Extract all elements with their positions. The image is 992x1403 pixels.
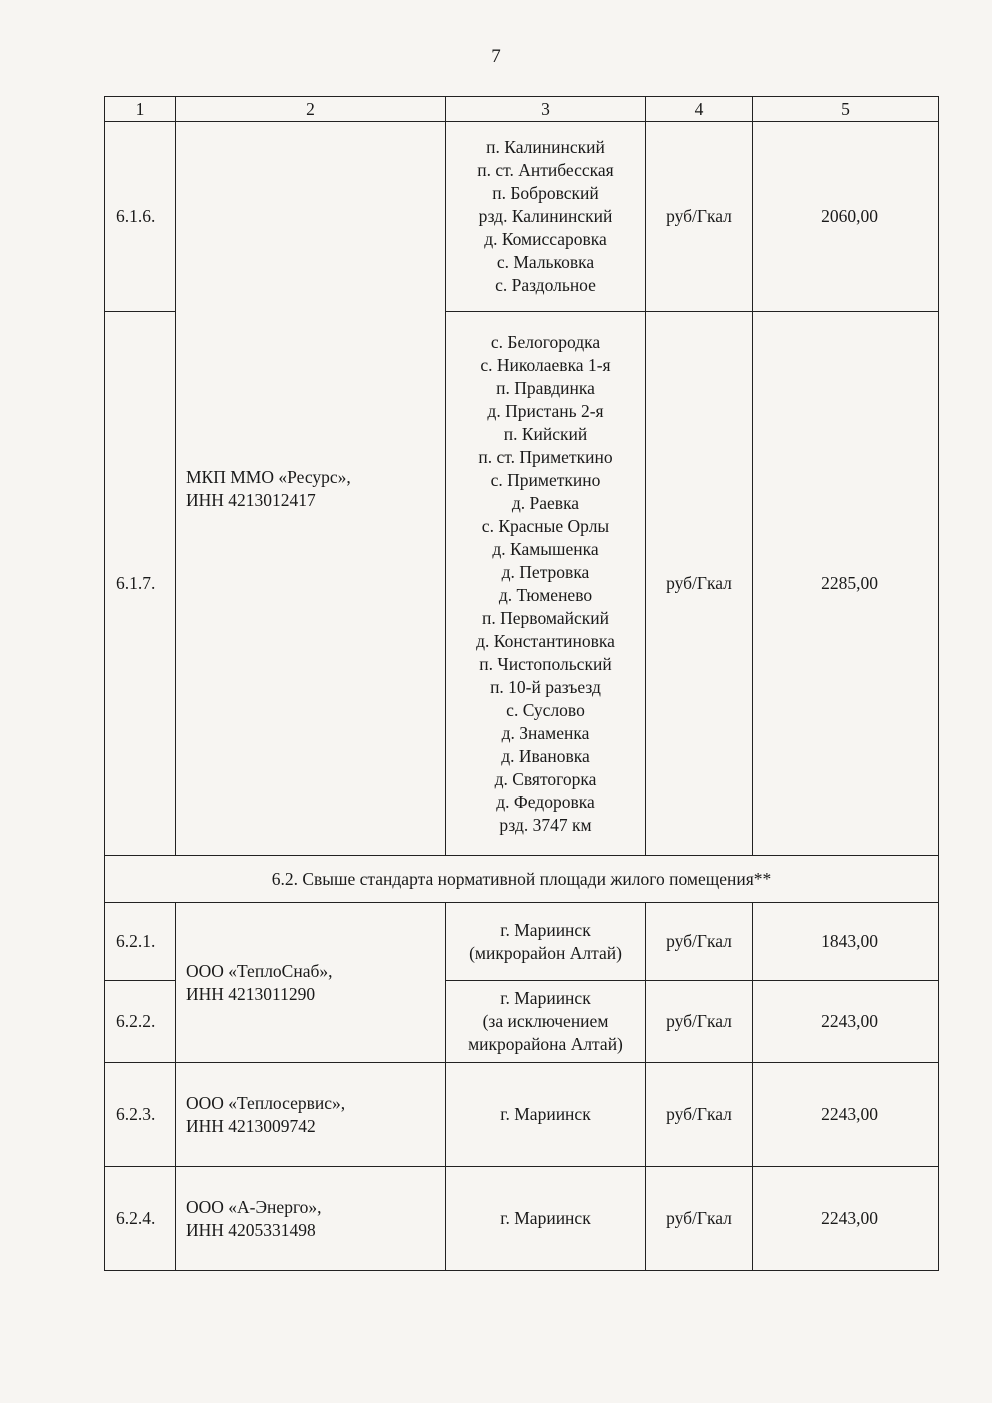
settlement: г. Мариинск (500, 988, 591, 1008)
settlement: п. Бобровский (492, 183, 599, 203)
unit-cell: руб/Гкал (646, 1063, 753, 1167)
table-row (105, 122, 939, 312)
settlement: п. Кийский (503, 423, 588, 444)
settlement: с. Красные Орлы (481, 515, 610, 536)
row-number: 6.1.6. (105, 122, 176, 312)
settlement: д. Петровка (501, 561, 590, 582)
settlement: (микрорайон Алтай) (469, 942, 622, 963)
page-number: 7 (491, 46, 501, 67)
settlement: д. Раевка (511, 492, 580, 513)
settlements-cell (446, 122, 646, 312)
table-row (105, 1167, 939, 1271)
settlement: рзд. Калининский (478, 206, 613, 226)
settlement: д. Знаменка (501, 722, 590, 743)
settlement: д. Пристань 2-я (487, 400, 604, 421)
column-header: 1 (105, 97, 176, 122)
unit-cell: руб/Гкал (646, 1167, 753, 1271)
settlement: д. Тюменево (498, 584, 593, 605)
organization-name: ООО «А-Энерго», (186, 1196, 322, 1217)
organization-name: ООО «Теплосервис», (186, 1092, 346, 1113)
section-title: 6.2. Свыше стандарта нормативной площади жилого помещения** (105, 856, 939, 903)
organization-inn: ИНН 4213011290 (186, 983, 316, 1004)
settlement: с. Суслово (506, 699, 585, 720)
tariff-value: 2243,00 (753, 1167, 939, 1271)
settlement: п. 10-й разъезд (490, 676, 601, 697)
settlement: д. Федоровка (496, 791, 595, 812)
unit-cell: руб/Гкал (646, 122, 753, 312)
settlement: с. Николаевка 1-я (480, 354, 611, 375)
organization-cell (176, 122, 446, 856)
settlement: п. Калининский (486, 137, 605, 157)
settlements-cell (446, 981, 646, 1063)
settlement: с. Раздольное (495, 275, 596, 295)
settlement: д. Комиссаровка (484, 229, 607, 249)
row-number: 6.2.4. (105, 1167, 176, 1271)
settlements-cell (446, 903, 646, 981)
header-row (105, 97, 939, 122)
settlement: с. Белогородка (490, 331, 601, 352)
settlement: п. Первомайский (482, 607, 609, 628)
settlement: п. Чистопольский (479, 653, 612, 674)
unit-cell: руб/Гкал (646, 903, 753, 981)
column-header: 4 (646, 97, 753, 122)
organization-name: МКП ММО «Ресурс», (186, 466, 351, 487)
tariff-value: 2243,00 (753, 981, 939, 1063)
tariff-value: 2060,00 (753, 122, 939, 312)
settlement: п. ст. Антибесская (477, 160, 614, 180)
table-row (105, 1063, 939, 1167)
settlement: рзд. 3747 км (499, 814, 592, 835)
settlement: г. Мариинск (446, 1167, 646, 1271)
organization-inn: ИНН 4213012417 (186, 489, 316, 510)
row-number: 6.2.3. (105, 1063, 176, 1167)
tariff-table (104, 96, 939, 1271)
settlement: г. Мариинск (500, 919, 591, 940)
settlement: д. Ивановка (501, 745, 590, 766)
unit-cell: руб/Гкал (646, 981, 753, 1063)
row-number: 6.2.2. (105, 981, 176, 1063)
tariff-value: 1843,00 (753, 903, 939, 981)
table-row (105, 903, 939, 981)
settlement: с. Приметкино (490, 469, 601, 490)
organization-cell (176, 1063, 446, 1167)
row-number: 6.2.1. (105, 903, 176, 981)
settlement: д. Камышенка (492, 538, 599, 559)
tariff-value: 2285,00 (753, 312, 939, 856)
organization-inn: ИНН 4205331498 (186, 1219, 316, 1240)
settlement: микрорайона Алтай) (468, 1034, 623, 1054)
settlement: с. Мальковка (496, 252, 595, 272)
row-number: 6.1.7. (105, 312, 176, 856)
settlements-cell (446, 312, 646, 856)
tariff-value: 2243,00 (753, 1063, 939, 1167)
settlement: д. Святогорка (494, 768, 597, 789)
settlement: (за исключением (482, 1011, 609, 1031)
column-header: 2 (176, 97, 446, 122)
settlement: п. Правдинка (496, 377, 595, 398)
settlement: п. ст. Приметкино (478, 446, 613, 467)
unit-cell: руб/Гкал (646, 312, 753, 856)
organization-cell (176, 1167, 446, 1271)
organization-name: ООО «ТеплоСнаб», (186, 960, 333, 981)
settlement: д. Константиновка (476, 630, 615, 651)
column-header: 3 (446, 97, 646, 122)
organization-cell (176, 903, 446, 1063)
organization-inn: ИНН 4213009742 (186, 1115, 316, 1136)
settlement: г. Мариинск (446, 1063, 646, 1167)
column-header: 5 (753, 97, 939, 122)
section-row (105, 856, 939, 903)
